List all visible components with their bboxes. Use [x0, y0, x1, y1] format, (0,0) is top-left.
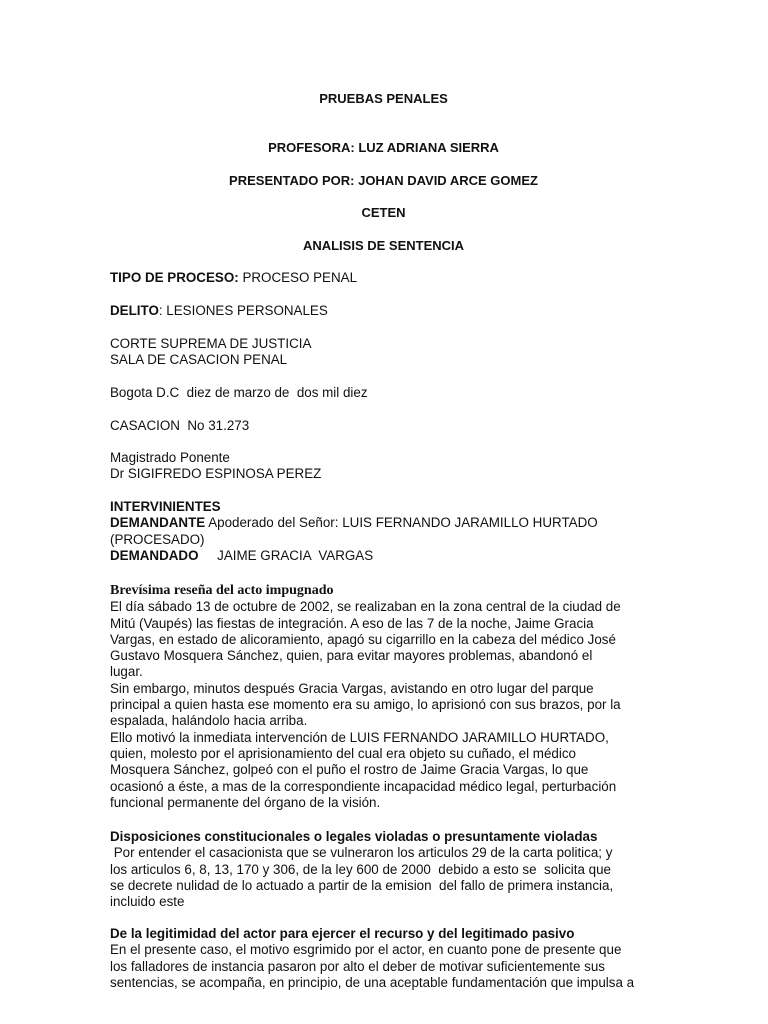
tipo-proceso-value: PROCESO PENAL	[238, 270, 358, 285]
intervinientes-heading: INTERVINIENTES	[110, 499, 221, 514]
resena-line: Sin embargo, minutos después Gracia Vargas, avistando en otro lugar del parque	[110, 680, 594, 696]
legitimidad-line: los falladores de instancia pasaron por alto el deber de motivar suficientemente sus	[110, 958, 605, 974]
date-line: Bogota D.C diez de marzo de dos mil diez	[110, 385, 368, 400]
disposiciones-section	[110, 829, 657, 910]
resena-line: funcional permanente del órgano de la visión.	[110, 794, 381, 810]
institution-line: CETEN	[361, 205, 406, 220]
profesora-line: PROFESORA: LUZ ADRIANA SIERRA	[268, 140, 499, 155]
presentado-line: PRESENTADO POR: JOHAN DAVID ARCE GOMEZ	[229, 173, 538, 188]
resena-line: Gustavo Mosquera Sánchez, quien, para evitar mayores problemas, abandonó el	[110, 648, 593, 664]
delito-line	[110, 303, 657, 319]
resena-line: Mosquera Sánchez, golpeó con el puño el rostro de Jaime Gracia Vargas, lo que	[110, 762, 589, 778]
tipo-proceso-label: TIPO DE PROCESO:	[110, 270, 239, 285]
court-block	[110, 336, 657, 369]
legitimidad-line: sentencias, se acompaña, en principio, de una aceptable fundamentación que impulsa a	[110, 974, 635, 990]
disposiciones-line: incluido este	[110, 894, 185, 910]
demandado-label: DEMANDADO	[110, 547, 199, 563]
resena-line: lugar.	[110, 664, 143, 680]
casacion-line: CASACION No 31.273	[110, 418, 250, 433]
legitimidad-heading: De la legitimidad del actor para ejercer el recurso y del legitimado pasivo	[110, 926, 575, 941]
disposiciones-line: los articulos 6, 8, 13, 170 y 306, de la ley 600 de 2000 debido a esto se solicita que	[110, 861, 611, 877]
magistrado-label: Magistrado Ponente	[110, 450, 230, 465]
legitimidad-section	[110, 926, 657, 991]
resena-line: principal a quien hasta ese momento era su amigo, lo aprisionó con sus brazos, por la	[110, 697, 621, 713]
demandante-value: Apoderado del Señor: LUIS FERNANDO JARAMILLO HURTADO	[205, 515, 598, 531]
resena-line: espalada, halándolo hacia arriba.	[110, 713, 308, 729]
resena-section	[110, 583, 657, 811]
document-title: PRUEBAS PENALES	[319, 91, 448, 106]
court-name: CORTE SUPREMA DE JUSTICIA	[110, 336, 312, 351]
resena-heading: Brevísima reseña del acto impugnado	[110, 583, 334, 598]
delito-label: DELITO	[110, 303, 159, 318]
analysis-heading: ANALISIS DE SENTENCIA	[302, 238, 465, 253]
resena-line: quien, molesto por el aprisionamiento del cual era objeto su cuñado, el médico	[110, 745, 576, 761]
magistrado-block	[110, 450, 657, 483]
resena-line: Vargas, en estado de alicoramiento, apagó su cigarrillo en la cabeza del médico José	[110, 631, 616, 647]
delito-value: : LESIONES PERSONALES	[158, 303, 328, 318]
disposiciones-heading: Disposiciones constitucionales o legales violadas o presuntamente violadas	[110, 829, 598, 844]
tipo-proceso-line	[110, 270, 657, 286]
court-chamber: SALA DE CASACION PENAL	[110, 352, 288, 368]
disposiciones-line: Por entender el casacionista que se vulneraron los articulos 29 de la carta politica; y	[110, 845, 613, 861]
demandado-value: JAIME GRACIA VARGAS	[217, 547, 374, 563]
magistrado-name: Dr SIGIFREDO ESPINOSA PEREZ	[110, 466, 322, 482]
demandante-label: DEMANDANTE	[110, 515, 206, 531]
resena-line: El día sábado 13 de octubre de 2002, se realizaban en la zona central de la ciudad de	[110, 599, 621, 615]
intervinientes-block	[110, 499, 657, 564]
demandante-cont: (PROCESADO)	[110, 531, 205, 547]
resena-line: ocasionó a éste, a mas de la correspondiente incapacidad médico legal, perturbación	[110, 778, 617, 794]
resena-line: Ello motivó la inmediata intervención de LUIS FERNANDO JARAMILLO HURTADO,	[110, 729, 609, 745]
disposiciones-line: se decrete nulidad de lo actuado a partir de la emision del fallo de primera instancia,	[110, 877, 614, 893]
resena-line: Mitú (Vaupés) las fiestas de integración. A eso de las 7 de la noche, Jaime Gracia	[110, 615, 594, 631]
legitimidad-line: En el presente caso, el motivo esgrimido por el actor, en cuanto pone de presente que	[110, 942, 622, 958]
